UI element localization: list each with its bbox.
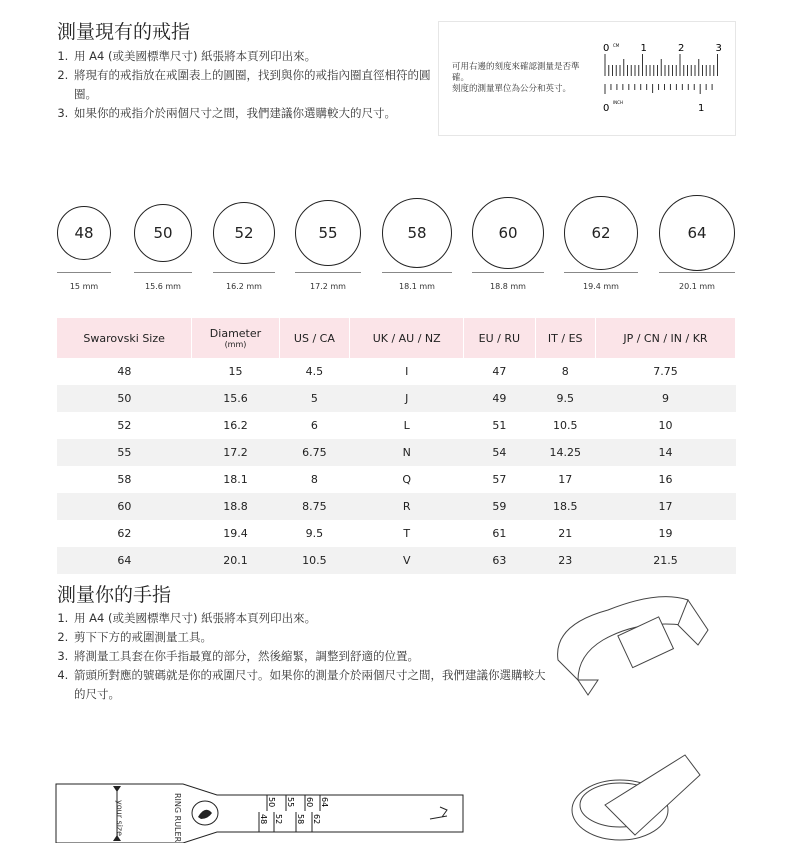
table-cell: 9.5 [535, 385, 595, 412]
header-label: Diameter [209, 327, 262, 340]
cm-label: 0 [603, 43, 610, 54]
inch-label: 1 [698, 103, 705, 114]
step: 3. 如果你的戒指介於兩個尺寸之間，我們建議你選購較大的尺寸。 [72, 104, 447, 123]
inch-unit: INCH [613, 100, 623, 105]
diameter-label: 16.2 mm [226, 282, 262, 291]
table-cell: 8 [310, 473, 318, 486]
table-cell: 55 [57, 439, 192, 466]
table-cell: 14.25 [535, 439, 595, 466]
table-cell: 52 [117, 419, 132, 432]
table-cell: 64 [57, 547, 192, 574]
table-cell: 10 [658, 419, 673, 432]
diameter-arrow [134, 272, 192, 273]
diameter-label: 18.1 mm [399, 282, 435, 291]
table-cell: V [350, 547, 464, 574]
size-mark-label: 52 [274, 814, 283, 825]
table-cell: 61 [492, 527, 507, 540]
column-header [595, 318, 735, 358]
table-cell: 58 [117, 473, 132, 486]
table-cell: 8.75 [279, 493, 350, 520]
size-circle: 58 [382, 198, 452, 268]
section2-title: 測量你的手指 [57, 584, 172, 606]
table-cell: 16 [658, 473, 673, 486]
table-cell: 15 [228, 365, 243, 378]
size-circle: 50 [134, 204, 192, 262]
cm-label: 2 [678, 43, 685, 54]
size-mark-label: 58 [296, 814, 305, 825]
table-cell: 4.5 [305, 365, 324, 378]
table-cell: 8 [561, 365, 569, 378]
header-label: US / CA [293, 331, 335, 345]
table-cell: 10.5 [279, 547, 350, 574]
table-row [57, 466, 736, 493]
cm-unit: CM [613, 43, 620, 48]
inch-label: 0 [603, 103, 610, 114]
table-cell: 60 [57, 493, 192, 520]
table-cell: 19.4 [223, 527, 248, 540]
table-cell: 17.2 [192, 439, 279, 466]
table-cell: 10.5 [552, 419, 578, 432]
table-cell: 17 [558, 473, 573, 486]
table-cell: 59 [464, 493, 535, 520]
size-circle: 60 [472, 197, 544, 269]
table-cell: 21 [558, 527, 573, 540]
table-cell: 48 [117, 365, 132, 378]
diameter-label: 18.8 mm [490, 282, 526, 291]
diameter-arrow [659, 272, 735, 273]
table-cell: 18.8 [192, 493, 279, 520]
table-cell: 49 [464, 385, 535, 412]
table-cell: 57 [492, 473, 507, 486]
column-header [279, 318, 350, 358]
diameter-label: 15.6 mm [145, 282, 181, 291]
table-cell: 18.1 [223, 473, 248, 486]
table-cell: L [403, 419, 410, 432]
table-cell: 51 [492, 419, 507, 432]
size-mark-label: 55 [286, 797, 295, 808]
ring-ruler-label: RING RULER [173, 793, 182, 843]
step: 4. 箭頭所對應的號碼就是你的戒圍尺寸。如果你的測量介於兩個尺寸之間，我們建議你選購較大的尺寸。 [72, 666, 547, 704]
table-cell: 14 [595, 439, 735, 466]
table-cell: 9 [595, 385, 735, 412]
column-header [192, 318, 279, 358]
table-cell: 17 [595, 493, 735, 520]
size-circle: 62 [564, 196, 638, 270]
table-cell: I [405, 365, 409, 378]
section1-steps [56, 47, 447, 123]
ruler-box [438, 21, 736, 136]
table-row [57, 439, 736, 466]
size-mark-label: 48 [259, 814, 268, 825]
column-header [535, 318, 595, 358]
wrap-illustration-icon [548, 585, 718, 700]
table-row [57, 358, 736, 385]
size-table [57, 318, 736, 574]
table-cell: N [350, 439, 464, 466]
table-cell: 62 [117, 527, 132, 540]
diameter-label: 15 mm [69, 282, 99, 291]
ruler-note-units: 刻度的測量單位為公分和英寸。 [452, 84, 572, 94]
step: 2. 將現有的戒指放在戒圍表上的圓圈，找到與你的戒指內圈直徑相符的圓圈。 [72, 66, 447, 104]
table-cell: 23 [535, 547, 595, 574]
table-cell: 54 [464, 439, 535, 466]
ring-illustration-icon [565, 735, 715, 850]
header-label: Swarovski Size [83, 331, 165, 345]
ruler-scale [599, 38, 731, 128]
step: 2. 剪下下方的戒圍測量工具。 [72, 628, 547, 647]
step: 1. 用 A4 (或美國標準尺寸) 紙張將本頁列印出來。 [72, 609, 547, 628]
diameter-arrow [213, 272, 275, 273]
table-cell: 6 [310, 419, 318, 432]
table-cell: 20.1 [192, 547, 279, 574]
table-cell: 50 [57, 385, 192, 412]
your-size-label: your size [115, 800, 124, 837]
size-mark-label: 50 [267, 797, 276, 808]
table-row [57, 385, 736, 412]
diameter-label: 20.1 mm [679, 282, 715, 291]
table-cell: 16.2 [223, 419, 248, 432]
cm-label: 3 [715, 43, 722, 54]
table-row [57, 493, 736, 520]
table-cell: Q [402, 473, 412, 486]
cm-label: 1 [640, 43, 647, 54]
ruler-note: 可用右邊的刻度來確認測量是否準確。 [452, 62, 580, 83]
diameter-arrow [472, 272, 544, 273]
size-circle: 64 [659, 195, 735, 271]
table-row [57, 412, 736, 439]
table-row [57, 547, 736, 574]
table-cell: 63 [464, 547, 535, 574]
table-row [57, 520, 736, 547]
column-header [464, 318, 535, 358]
header-label: IT / ES [547, 331, 583, 345]
step: 3. 將測量工具套在你手指最寬的部分，然後縮緊，調整到舒適的位置。 [72, 647, 547, 666]
section2-steps [56, 609, 547, 704]
table-cell: 19 [658, 527, 673, 540]
diameter-label: 19.4 mm [583, 282, 619, 291]
diameter-arrow [57, 272, 111, 273]
unit-label: (mm) [224, 340, 247, 349]
step: 1. 用 A4 (或美國標準尺寸) 紙張將本頁列印出來。 [72, 47, 447, 66]
section1-title: 測量現有的戒指 [57, 21, 191, 43]
diameter-label: 17.2 mm [310, 282, 346, 291]
table-cell: 15.6 [192, 385, 279, 412]
diameter-arrow [564, 272, 638, 273]
table-cell: 21.5 [595, 547, 735, 574]
column-header [350, 318, 464, 358]
header-label: UK / AU / NZ [372, 331, 441, 345]
table-cell: 5 [279, 385, 350, 412]
table-cell: 18.5 [535, 493, 595, 520]
header-label: JP / CN / IN / KR [623, 331, 708, 345]
table-cell: 47 [492, 365, 507, 378]
size-mark-label: 64 [320, 797, 329, 808]
table-cell: 6.75 [279, 439, 350, 466]
table-cell: T [403, 527, 411, 540]
table-cell: R [350, 493, 464, 520]
size-mark-label: 60 [305, 797, 314, 808]
size-circle: 52 [213, 202, 275, 264]
column-header [57, 318, 192, 358]
size-circle: 55 [295, 200, 361, 266]
header-label: EU / RU [478, 331, 521, 345]
size-circle: 48 [57, 206, 111, 260]
size-mark-label: 62 [312, 814, 321, 825]
diameter-arrow [382, 272, 452, 273]
table-cell: 9.5 [305, 527, 324, 540]
table-cell: J [350, 385, 464, 412]
table-cell: 7.75 [653, 365, 678, 378]
diameter-arrow [295, 272, 361, 273]
